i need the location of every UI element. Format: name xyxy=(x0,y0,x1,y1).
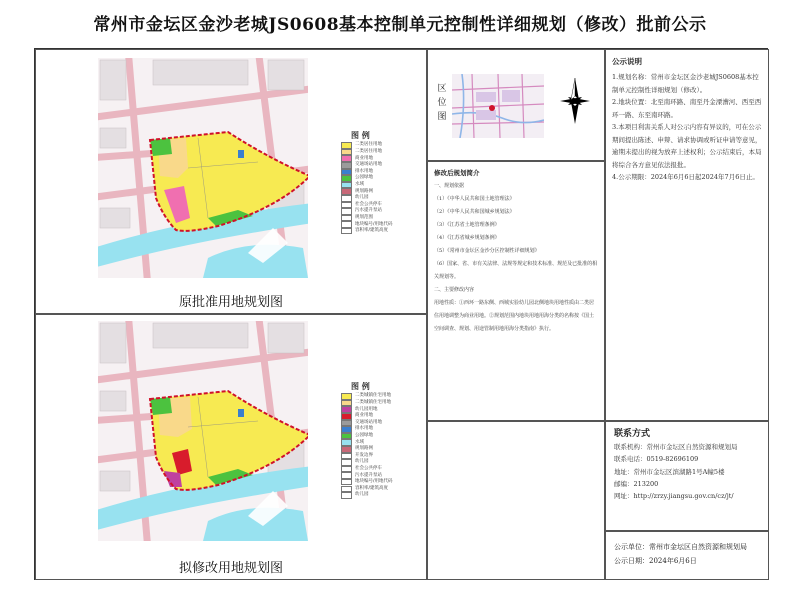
legend-label: 排水用地 xyxy=(355,168,373,174)
legend-swatch xyxy=(341,400,352,407)
legend-label: 幼儿园 xyxy=(355,195,369,201)
legend-item xyxy=(341,208,421,215)
legend-item xyxy=(341,142,421,149)
legend-swatch xyxy=(341,155,352,162)
legend-label: 公园绿地 xyxy=(355,432,373,438)
plan-intro-line: （5）《常州市金坛区金沙分区控制性详细规划》 xyxy=(434,248,540,254)
legend-label: 交通场站用地 xyxy=(355,419,382,425)
legend-label: 污水提升泵站 xyxy=(355,472,382,478)
legend-item xyxy=(341,492,421,499)
legend-label: 公园绿地 xyxy=(355,175,373,181)
plan-intro-line: （4）《江苏省城乡规划条例》 xyxy=(434,235,500,241)
notice-item: 3.本项目利害关系人对公示内容有异议的，可在公示期间提出陈述、申辩、请求协调或听证申请等意见，逾期未提出的视为放弃上述权利；公示结束后，本局将综合各方意见依法报批。 xyxy=(612,123,762,169)
contact-line: 网址：http://zrzy.jiangsu.gov.cn/cz/jt/ xyxy=(614,492,734,501)
legend-swatch xyxy=(341,486,352,493)
legend-item xyxy=(341,486,421,493)
location-map xyxy=(452,74,544,138)
legend-label: 二类城镇住宅用地 xyxy=(355,393,391,399)
notice-item: 2.地块位置：北至南环路、南至丹金溧漕河、西至西环一路、东至南环路。 xyxy=(612,98,762,119)
legend-swatch xyxy=(341,420,352,427)
legend-label: 交通场站用地 xyxy=(355,162,382,168)
notice-heading: 公示说明 xyxy=(612,57,642,66)
notice-panel xyxy=(605,49,769,421)
legend-swatch xyxy=(341,492,352,499)
legend-item xyxy=(341,426,421,433)
blank-panel xyxy=(427,421,605,580)
legend-swatch xyxy=(341,149,352,156)
legend-swatch xyxy=(341,195,352,202)
legend-swatch xyxy=(341,228,352,235)
label-char: 位 xyxy=(437,98,447,108)
plan-intro-line: （3）《江苏省土地管理条例》 xyxy=(434,222,500,228)
publishing-date: 公示日期：2024年6月6日 xyxy=(614,557,697,565)
contact-heading: 联系方式 xyxy=(614,429,651,439)
legend-item xyxy=(341,155,421,162)
legend-label: 水域 xyxy=(355,181,364,187)
legend-item xyxy=(341,446,421,453)
legend-label: 二类居住用地 xyxy=(355,142,382,148)
legend-swatch xyxy=(341,208,352,215)
legend-label: 水域 xyxy=(355,439,364,445)
legend-label: 污水提升泵站 xyxy=(355,208,382,214)
legend-swatch xyxy=(341,446,352,453)
legend-swatch xyxy=(341,413,352,420)
revised-plan-map-panel xyxy=(35,314,427,580)
legend-label: 社会公共停车 xyxy=(355,201,382,207)
legend-item xyxy=(341,479,421,486)
legend-swatch xyxy=(341,459,352,466)
legend-item xyxy=(341,459,421,466)
legend-label: 二类居住用地 xyxy=(355,148,382,154)
plan-intro-line: 一、规划依据 xyxy=(434,183,465,189)
legend-item xyxy=(341,433,421,440)
contact-line: 地址：常州市金坛区滨湖路1号A幢5楼 xyxy=(614,467,725,476)
legend-swatch xyxy=(341,215,352,222)
legend-item xyxy=(341,466,421,473)
legend-label: 地块编号/用地代码 xyxy=(355,479,393,485)
contact-line: 邮编：213200 xyxy=(614,479,659,488)
legend-swatch xyxy=(341,182,352,189)
original-plan-map xyxy=(98,58,308,278)
contact-panel xyxy=(605,421,769,531)
legend-item xyxy=(341,393,421,400)
legend-swatch xyxy=(341,472,352,479)
legend-item xyxy=(341,413,421,420)
legend-item xyxy=(341,400,421,407)
legend-item xyxy=(341,195,421,202)
legend-swatch xyxy=(341,162,352,169)
legend-item xyxy=(341,175,421,182)
legend-item xyxy=(341,188,421,195)
legend-swatch xyxy=(341,466,352,473)
legend-item xyxy=(341,406,421,413)
contact-line: 联系机构：常州市金坛区自然资源和规划局 xyxy=(614,443,738,451)
revised-plan-map xyxy=(98,321,308,541)
legend-swatch xyxy=(341,142,352,149)
legend-item xyxy=(341,228,421,235)
legend-swatch xyxy=(341,169,352,176)
legend-label: 社会公共停车 xyxy=(355,465,382,471)
legend-item xyxy=(341,439,421,446)
legend-swatch xyxy=(341,453,352,460)
legend-label: 规划路网 xyxy=(355,188,373,194)
legend-label: 规划路网 xyxy=(355,446,373,452)
legend-item xyxy=(341,149,421,156)
legend-label: 二类城镇住宅用地 xyxy=(355,399,391,405)
legend-label: 商业用地 xyxy=(355,155,373,161)
original-plan-legend xyxy=(341,132,421,235)
location-map-panel xyxy=(427,49,605,161)
legend-label: 地块编号/用地代码 xyxy=(355,221,393,227)
plan-intro-line: 二、主要修改内容 xyxy=(434,287,475,293)
plan-intro-line: （6）国家、省、市有关法律、法规等规定和技术标准、规范及已批准的相关规划等。 xyxy=(434,261,598,280)
legend-swatch xyxy=(341,439,352,446)
legend-swatch xyxy=(341,433,352,440)
original-plan-map-panel xyxy=(35,49,427,314)
plan-intro-line: （1）《中华人民共和国土地管理法》 xyxy=(434,196,515,202)
label-char: 区 xyxy=(437,84,447,94)
legend-swatch xyxy=(341,202,352,209)
legend-item xyxy=(341,221,421,228)
revised-plan-caption: 拟修改用地规划图 xyxy=(178,561,283,576)
legend-label: 排水用地 xyxy=(355,426,373,432)
legend-label: 商业用地 xyxy=(355,413,373,419)
publishing-unit: 公示单位：常州市金坛区自然资源和规划局 xyxy=(614,543,747,551)
legend-item xyxy=(341,162,421,169)
legend-swatch xyxy=(341,188,352,195)
poster-frame xyxy=(34,48,768,580)
site-marker xyxy=(489,105,495,111)
legend-label: 容积率/建筑高度 xyxy=(355,228,389,234)
revised-plan-legend xyxy=(341,383,421,499)
legend-label: 幼儿园 xyxy=(355,492,369,498)
legend-swatch xyxy=(341,406,352,413)
legend-item xyxy=(341,215,421,222)
contact-line: 联系电话：0519-82696109 xyxy=(614,455,699,464)
legend-label: 幼儿园用地 xyxy=(355,406,378,412)
legend-item xyxy=(341,169,421,176)
plan-intro-heading: 修改后规划简介 xyxy=(434,169,480,177)
legend-item xyxy=(341,453,421,460)
legend-label: 容积率/建筑高度 xyxy=(355,485,389,491)
legend-label: 开发边界 xyxy=(355,452,373,458)
footer-panel xyxy=(605,531,769,580)
north-arrow-icon xyxy=(560,78,590,124)
legend-swatch xyxy=(341,175,352,182)
legend-item xyxy=(341,182,421,189)
notice-item: 4.公示期限：2024年6月6日起2024年7月6日止。 xyxy=(612,173,759,181)
plan-intro-line: （2）《中华人民共和国城乡规划法》 xyxy=(434,209,515,215)
legend-swatch xyxy=(341,221,352,228)
plan-intro-panel xyxy=(427,161,605,421)
label-char: 图 xyxy=(437,112,447,122)
notice-item: 1.规划名称：常州市金坛区金沙老城JS0608基本控制单元控制性详细规划（修改）。 xyxy=(612,73,759,94)
legend-title: 图 例 xyxy=(351,130,370,140)
legend-swatch xyxy=(341,393,352,400)
plan-intro-line: 用地性质：①西环一路东侧、西城实验幼儿园北侧地块用地性质由二类居住用地调整为商业用地。②规划范围内地块用地用海分类的名称按《国土空间调查、规划、用途管制用地用海分类指南》执行。 xyxy=(434,300,595,332)
legend-label: 幼儿园 xyxy=(355,459,369,465)
legend-item xyxy=(341,420,421,427)
legend-title: 图 例 xyxy=(351,381,370,391)
original-plan-caption: 原批准用地规划图 xyxy=(178,295,283,310)
page-title: 常州市金坛区金沙老城JS0608基本控制单元控制性详细规划（修改）批前公示 xyxy=(93,15,707,35)
legend-item xyxy=(341,472,421,479)
location-map-label xyxy=(436,82,448,124)
legend-swatch xyxy=(341,426,352,433)
legend-swatch xyxy=(341,479,352,486)
legend-label: 规划范围 xyxy=(355,214,373,220)
